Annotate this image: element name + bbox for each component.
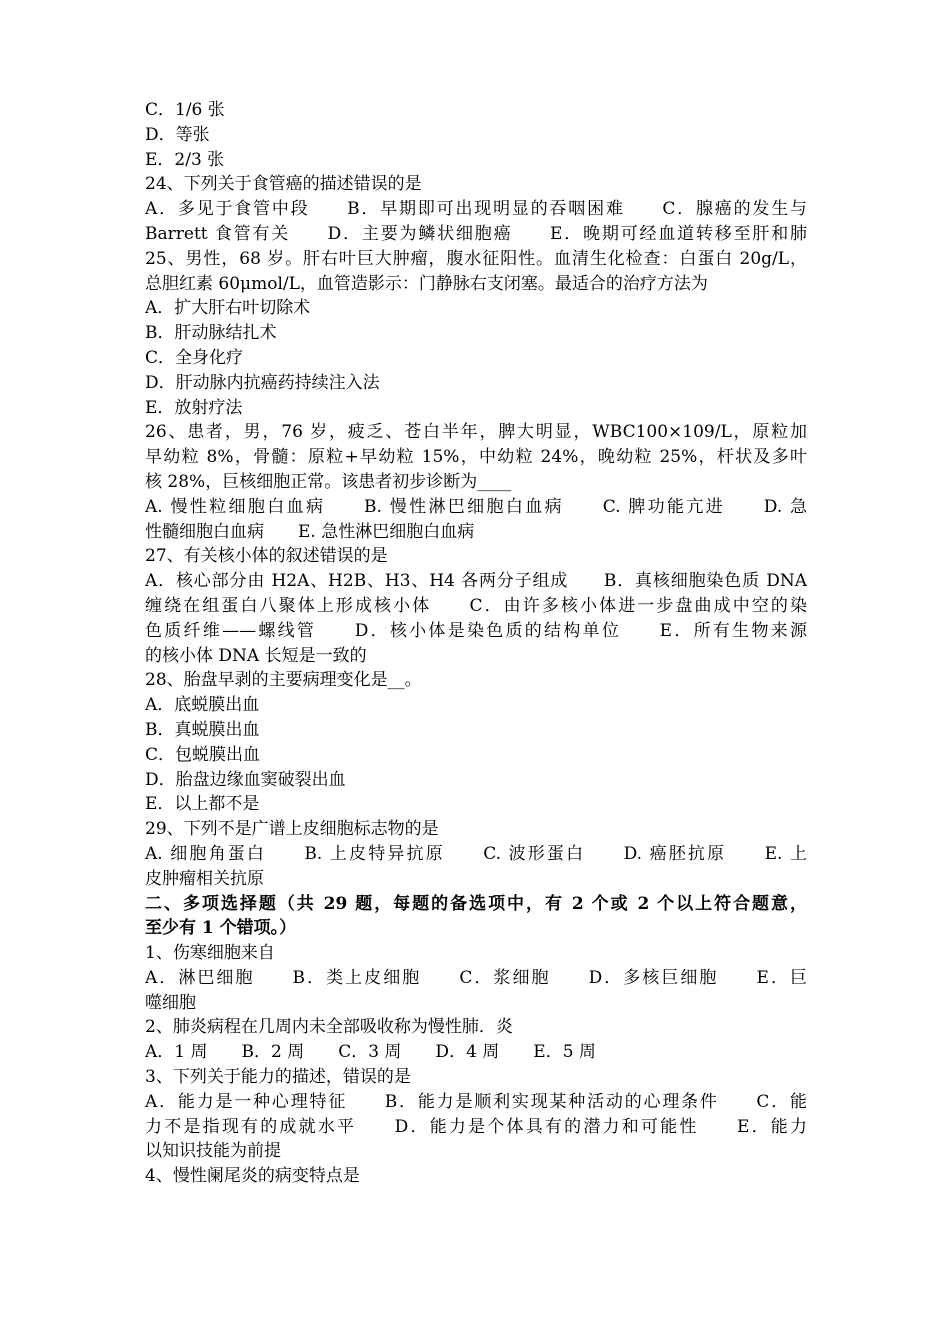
- text-line: 24、下列关于食管癌的描述错误的是: [145, 174, 422, 195]
- text-line: Barrett 食管有关 D．主要为鳞状细胞癌 E．晚期可经血道转移至肝和肺: [145, 223, 807, 244]
- text-line: 色质纤维——螺线管 D．核小体是染色质的结构单位 E．所有生物来源: [145, 620, 807, 641]
- text-line: 29、下列不是广谱上皮细胞标志物的是: [145, 819, 439, 840]
- text-line: A．扩大肝右叶切除术: [145, 298, 311, 319]
- text-line: A．1 周 B．2 周 C．3 周 D．4 周 E．5 周: [145, 1042, 596, 1063]
- text-line: 1、伤寒细胞来自: [145, 943, 275, 964]
- section-heading-line: 至少有 1 个错项。）: [145, 918, 297, 939]
- text-line: 的核小体 DNA 长短是一致的: [145, 645, 367, 666]
- text-line: 力不是指现有的成就水平 D．能力是个体具有的潜力和可能性 E．能力: [145, 1116, 807, 1137]
- text-line: 2、肺炎病程在几周内未全部吸收称为慢性肺．炎: [145, 1017, 513, 1038]
- text-line: 核 28%，巨核细胞正常。该患者初步诊断为____: [145, 471, 512, 492]
- text-line: A．底蜕膜出血: [145, 695, 260, 716]
- text-line: B．真蜕膜出血: [145, 719, 260, 740]
- text-line: 早幼粒 8%，骨髓：原粒+早幼粒 15%，中幼粒 24%，晚幼粒 25%，杆状及多叶: [145, 447, 807, 468]
- text-line: A．能力是一种心理特征 B．能力是顺利实现某种活动的心理条件 C．能: [145, 1091, 807, 1112]
- text-line: D．胎盘边缘血窦破裂出血: [145, 769, 346, 790]
- text-line: 4、慢性阑尾炎的病变特点是: [145, 1166, 360, 1187]
- text-line: D．肝动脉内抗癌药持续注入法: [145, 372, 380, 393]
- text-line: B．肝动脉结扎术: [145, 323, 277, 344]
- text-line: E．放射疗法: [145, 397, 243, 418]
- text-line: E．2/3 张: [145, 149, 225, 170]
- text-line: C．全身化疗: [145, 347, 244, 368]
- text-line: 25、男性，68 岁。肝右叶巨大肿瘤，腹水征阳性。血清生化检查：白蛋白 20g/L，: [145, 248, 807, 269]
- text-line: A．核心部分由 H2A、H2B、H3、H4 各两分子组成 B．真核细胞染色质 DNA: [145, 571, 807, 592]
- text-line: 26、患者，男，76 岁，疲乏、苍白半年，脾大明显，WBC100×109/L，原粒加: [145, 422, 807, 443]
- text-line: 总胆红素 60μmol/L，血管造影示：门静脉右支闭塞。最适合的治疗方法为: [145, 273, 708, 294]
- text-line: 3、下列关于能力的描述，错误的是: [145, 1067, 411, 1088]
- text-line: C．包蜕膜出血: [145, 744, 261, 765]
- text-line: 噬细胞: [145, 992, 196, 1013]
- section-heading-line: 二、多项选择题（共 29 题，每题的备选项中，有 2 个或 2 个以上符合题意，: [145, 893, 807, 914]
- text-line: D．等张: [145, 124, 210, 145]
- text-line: E．以上都不是: [145, 794, 260, 815]
- text-line: 27、有关核小体的叙述错误的是: [145, 546, 388, 567]
- text-line: 28、胎盘早剥的主要病理变化是__。: [145, 670, 422, 691]
- text-line: A. 细胞角蛋白 B. 上皮特异抗原 C. 波形蛋白 D. 癌胚抗原 E. 上: [145, 843, 807, 864]
- text-line: 皮肿瘤相关抗原: [145, 868, 264, 889]
- text-line: A．淋巴细胞 B．类上皮细胞 C．浆细胞 D．多核巨细胞 E．巨: [145, 967, 807, 988]
- document-body: [145, 98, 807, 1189]
- text-line: A. 慢性粒细胞白血病 B. 慢性淋巴细胞白血病 C. 脾功能亢进 D. 急: [145, 496, 807, 517]
- text-line: C．1/6 张: [145, 100, 225, 120]
- text-line: 缠绕在组蛋白八聚体上形成核小体 C．由许多核小体进一步盘曲成中空的染: [145, 595, 807, 616]
- text-line: A．多见于食管中段 B．早期即可出现明显的吞咽困难 C．腺癌的发生与: [145, 199, 807, 220]
- text-line: 性髓细胞白血病 E. 急性淋巴细胞白血病: [145, 521, 475, 542]
- text-line: 以知识技能为前提: [145, 1141, 281, 1162]
